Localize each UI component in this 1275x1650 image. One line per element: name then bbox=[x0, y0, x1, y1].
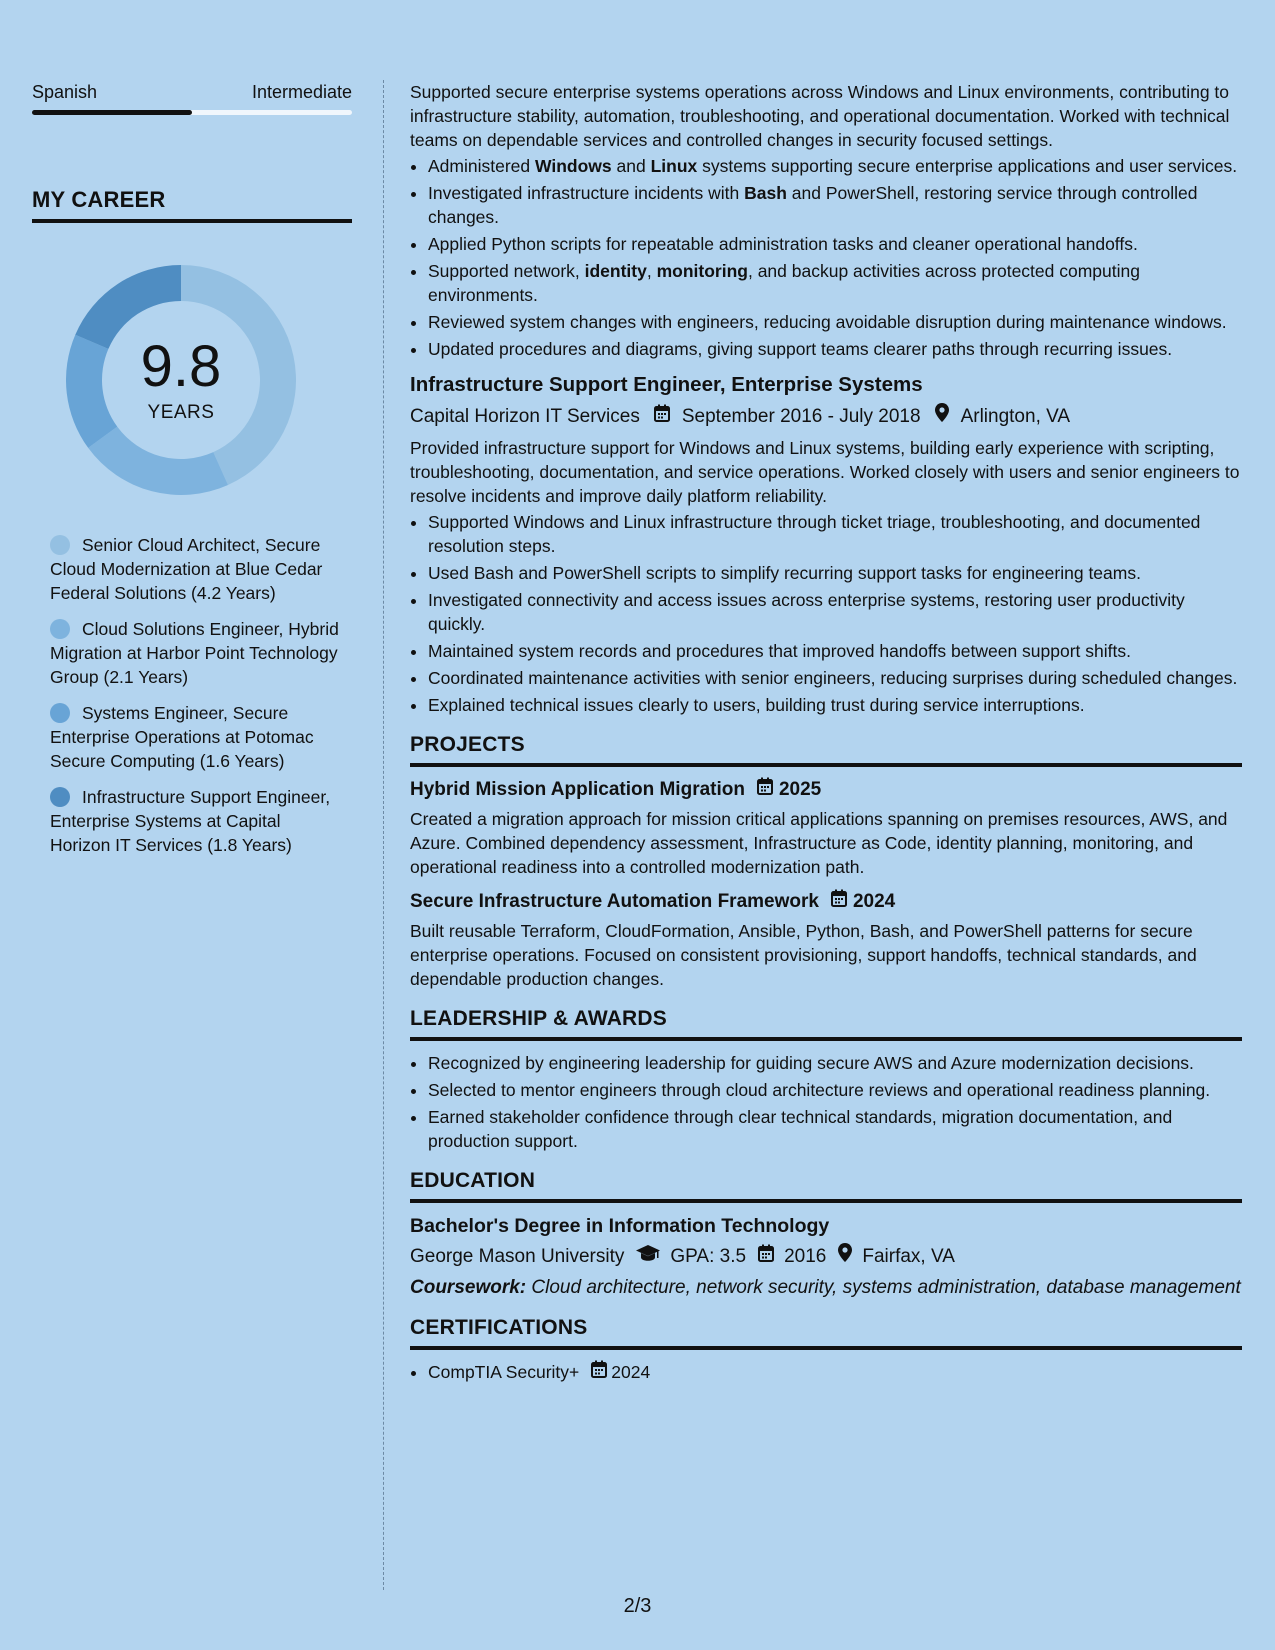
page-number: 2/3 bbox=[623, 1595, 652, 1617]
career-legend-item bbox=[50, 701, 340, 773]
job-bullet: • Used Bash and PowerShell scripts to simplify recurring support tasks for engineering teams. bbox=[428, 561, 1242, 585]
education-gpa: GPA: 3.5 bbox=[670, 1245, 747, 1267]
leadership-bullets bbox=[410, 1051, 1242, 1153]
calendar-icon bbox=[757, 777, 773, 803]
legend-dot bbox=[50, 703, 70, 723]
career-legend-item bbox=[50, 785, 340, 857]
graduation-cap-icon bbox=[636, 1244, 660, 1270]
calendar-icon bbox=[654, 404, 670, 430]
career-legend-item bbox=[50, 617, 340, 689]
coursework-label: Coursework: bbox=[410, 1277, 527, 1298]
project-description: Built reusable Terraform, CloudFormation, Ansible, Python, Bash, and PowerShell patterns for secure enterprise operations. Focused on consistent provisioning, support handoffs, technical standards, and dependable production changes. bbox=[410, 921, 1197, 989]
intro-bullet: • Applied Python scripts for repeatable administration tasks and cleaner operational handoffs. bbox=[428, 232, 1242, 256]
left-column bbox=[32, 80, 352, 869]
leadership-bullet: • Earned stakeholder confidence through clear technical standards, migration documentation, and production support. bbox=[428, 1105, 1242, 1153]
job-summary: Provided infrastructure support for Windows and Linux systems, building early experience with scripting, troubleshooting, documentation, and service operations. Worked closely with users and senior engineers to resolve incidents and improve daily platform reliability. bbox=[410, 438, 1240, 506]
map-pin-icon bbox=[838, 1243, 852, 1270]
column-divider bbox=[383, 80, 384, 1590]
project-year: 2025 bbox=[778, 779, 822, 800]
project-title-row bbox=[410, 889, 1242, 915]
leadership-heading: LEADERSHIP & AWARDS bbox=[410, 1007, 1242, 1041]
job-bullet: • Explained technical issues clearly to users, building trust during service interruptions. bbox=[428, 693, 1242, 717]
legend-dot bbox=[50, 619, 70, 639]
career-total-value: 9.8 bbox=[140, 334, 222, 399]
calendar-icon bbox=[758, 1244, 774, 1270]
intro-bullets bbox=[410, 154, 1242, 361]
intro-bullet: • Supported network, identity, monitoring, and backup activities across protected computing environments. bbox=[428, 259, 1242, 307]
map-pin-icon bbox=[935, 403, 949, 430]
education-coursework bbox=[410, 1276, 1242, 1300]
project-title-row bbox=[410, 777, 1242, 803]
job-bullets bbox=[410, 510, 1242, 717]
certification-year: 2024 bbox=[611, 1362, 651, 1382]
education-meta bbox=[410, 1243, 1242, 1270]
career-legend-text: Senior Cloud Architect, Secure Cloud Modernization at Blue Cedar Federal Solutions (4.2 Years) bbox=[50, 535, 323, 603]
education-heading: EDUCATION bbox=[410, 1169, 1242, 1203]
intro-bullet: • Updated procedures and diagrams, giving support teams clearer paths through recurring issues. bbox=[428, 337, 1242, 361]
job-dates: September 2016 - July 2018 bbox=[681, 405, 921, 427]
education-degree: Bachelor's Degree in Information Technology bbox=[410, 1215, 830, 1237]
career-donut-chart bbox=[66, 265, 296, 495]
legend-dot bbox=[50, 535, 70, 555]
job-bullet: • Supported Windows and Linux infrastructure through ticket triage, troubleshooting, and documented resolution steps. bbox=[428, 510, 1242, 558]
language-level: Intermediate bbox=[251, 82, 352, 102]
projects-heading: PROJECTS bbox=[410, 733, 1242, 767]
intro-summary: Supported secure enterprise systems operations across Windows and Linux environments, contributing to infrastructure stability, automation, troubleshooting, and operational documentation. Worked with technical teams on dependable services and controlled changes in security focused settings. bbox=[410, 82, 1230, 150]
donut-center bbox=[66, 334, 296, 425]
language-proficiency-bar bbox=[32, 110, 352, 115]
job-company: Capital Horizon IT Services bbox=[410, 405, 640, 427]
project-title: Hybrid Mission Application Migration bbox=[410, 779, 745, 800]
leadership-bullet: • Selected to mentor engineers through cloud architecture reviews and operational readiness planning. bbox=[428, 1078, 1242, 1102]
calendar-icon bbox=[591, 1360, 607, 1384]
certifications-list bbox=[410, 1360, 1242, 1384]
project-year: 2024 bbox=[852, 891, 896, 912]
career-legend bbox=[32, 533, 340, 857]
calendar-icon bbox=[831, 889, 847, 915]
project-description: Created a migration approach for mission critical applications spanning on premises resources, AWS, and Azure. Combined dependency assessment, Infrastructure as Code, identity planning, monitoring, and operational readiness into a controlled modernization path. bbox=[410, 809, 1228, 877]
leadership-bullet: • Recognized by engineering leadership for guiding secure AWS and Azure modernization decisions. bbox=[428, 1051, 1242, 1075]
education-school: George Mason University bbox=[410, 1245, 625, 1267]
career-total-unit: YEARS bbox=[147, 402, 215, 423]
certifications-heading: CERTIFICATIONS bbox=[410, 1316, 1242, 1350]
legend-dot bbox=[50, 787, 70, 807]
donut-slice bbox=[88, 427, 228, 495]
certification-name: • CompTIA Security+ bbox=[428, 1362, 580, 1382]
education-year: 2016 bbox=[784, 1245, 827, 1267]
intro-bullet: • Investigated infrastructure incidents with Bash and PowerShell, restoring service through controlled changes. bbox=[428, 181, 1242, 229]
intro-bullet: • Reviewed system changes with engineers, reducing avoidable disruption during maintenance windows. bbox=[428, 310, 1242, 334]
language-proficiency-fill bbox=[32, 110, 192, 115]
project-title: Secure Infrastructure Automation Framework bbox=[410, 891, 819, 912]
career-legend-text: Infrastructure Support Engineer, Enterprise Systems at Capital Horizon IT Services (1.8 Years) bbox=[50, 787, 331, 855]
job-bullet: • Maintained system records and procedures that improved handoffs between support shifts. bbox=[428, 639, 1242, 663]
intro-bullet: • Administered Windows and Linux systems supporting secure enterprise applications and user services. bbox=[428, 154, 1242, 178]
certification-item bbox=[428, 1360, 1242, 1384]
job-title: Infrastructure Support Engineer, Enterprise Systems bbox=[410, 373, 923, 396]
career-legend-text: Systems Engineer, Secure Enterprise Operations at Potomac Secure Computing (1.6 Years) bbox=[50, 703, 314, 771]
language-row bbox=[32, 80, 352, 104]
career-heading: MY CAREER bbox=[32, 187, 352, 223]
job-meta bbox=[410, 403, 1242, 430]
education-location: Fairfax, VA bbox=[862, 1245, 955, 1267]
career-legend-item bbox=[50, 533, 340, 605]
coursework-text: Cloud architecture, network security, systems administration, database management bbox=[526, 1277, 1241, 1298]
job-bullet: • Coordinated maintenance activities with senior engineers, reducing surprises during scheduled changes. bbox=[428, 666, 1242, 690]
job-location: Arlington, VA bbox=[960, 405, 1071, 427]
main-column bbox=[410, 80, 1242, 1387]
language-name: Spanish bbox=[32, 82, 98, 102]
job-bullet: • Investigated connectivity and access issues across enterprise systems, restoring user productivity quickly. bbox=[428, 588, 1242, 636]
career-legend-text: Cloud Solutions Engineer, Hybrid Migration at Harbor Point Technology Group (2.1 Years) bbox=[50, 619, 339, 687]
